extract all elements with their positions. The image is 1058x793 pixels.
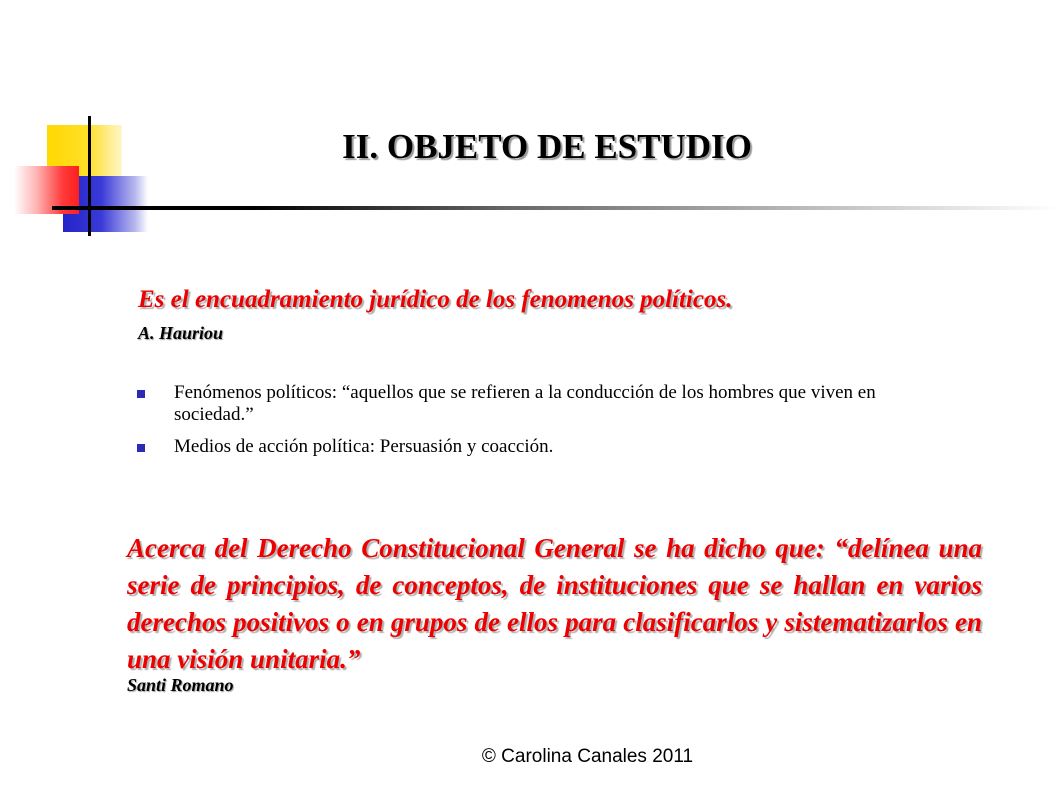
slide-title: II. OBJETO DE ESTUDIO bbox=[342, 127, 752, 166]
list-item bbox=[134, 382, 954, 426]
bullet-list bbox=[134, 382, 954, 468]
square-bullet-icon bbox=[137, 390, 145, 398]
square-bullet-icon bbox=[137, 444, 145, 452]
bullet-text: Medios de acción política: Persuasión y coacción. bbox=[174, 436, 554, 457]
copyright-footer: © Carolina Canales 2011 bbox=[481, 746, 694, 767]
definition-quote-author: A. Hauriou bbox=[138, 323, 224, 343]
romano-quote-author: Santi Romano bbox=[127, 675, 234, 695]
title-underline-rule bbox=[52, 206, 1058, 210]
list-item bbox=[134, 436, 954, 458]
bullet-text: Fenómenos políticos: “aquellos que se refieren a la conducción de los hombres que viven en sociedad.” bbox=[174, 382, 876, 425]
romano-quote: Acerca del Derecho Constitucional General se ha dicho que: “delínea una serie de principios, de conceptos, de instituciones que se hallan en varios derechos positivos o en grupos de ellos para clasificarlos y sistematizarlos en una visión unitaria.” bbox=[127, 533, 982, 674]
definition-quote: Es el encuadramiento jurídico de los fenomenos políticos. bbox=[138, 286, 733, 313]
